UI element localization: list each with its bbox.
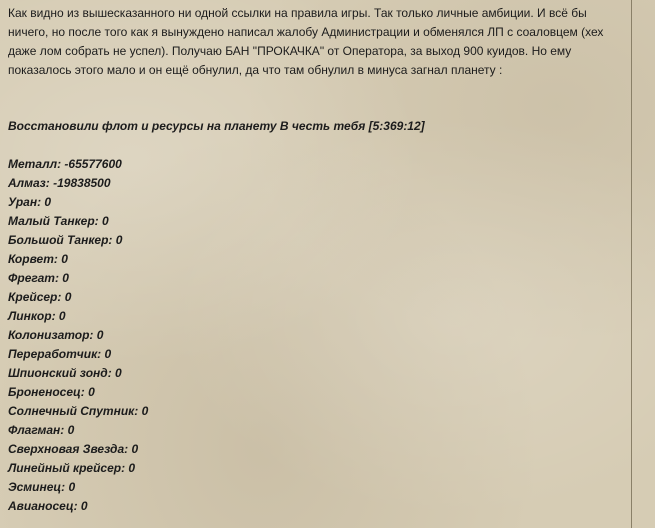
resource-line-flagship: Флагман: 0	[8, 423, 75, 437]
resource-line-destroyer: Эсминец: 0	[8, 480, 76, 494]
resource-line-recycler: Переработчик: 0	[8, 347, 112, 361]
resource-line-ironclad: Броненосец: 0	[8, 385, 95, 399]
resource-line-supernova: Сверхновая Звезда: 0	[8, 442, 139, 456]
resource-line-colonizer: Колонизатор: 0	[8, 328, 104, 342]
post-intro-text: Как видно из вышесказанного ни одной ссылки на правила игры. Так только личные амбиции. И всё бы ничего, но после того как я вынуждено написал жалобу Администрации и обменялся ЛП с соаловцем (хех даже лом собрать не успел). Получаю БАН "ПРОКАЧКА" от Оператора, за выход 900 куидов. Но ему показалось этого мало и он ещё обнулил, да что там обнулил в минуса загнал планету :	[8, 6, 604, 77]
resource-line-cruiser: Крейсер: 0	[8, 290, 72, 304]
resource-line-metal: Металл: -65577600	[8, 157, 122, 171]
resource-line-solar-satellite: Солнечный Спутник: 0	[8, 404, 149, 418]
resource-line-diamond: Алмаз: -19838500	[8, 176, 111, 190]
resource-list	[8, 155, 148, 516]
resource-line-spy-probe: Шпионский зонд: 0	[8, 366, 122, 380]
resource-line-uranium: Уран: 0	[8, 195, 52, 209]
right-gutter	[632, 0, 655, 528]
resource-line-large-tanker: Большой Танкер: 0	[8, 233, 123, 247]
resource-line-carrier: Авианосец: 0	[8, 499, 88, 513]
resource-line-battleship: Линкор: 0	[8, 309, 66, 323]
resource-line-battlecruiser: Линейный крейсер: 0	[8, 461, 136, 475]
post-headline: Восстановили флот и ресурсы на планету В честь тебя [5:369:12]	[8, 119, 425, 133]
resource-line-corvette: Корвет: 0	[8, 252, 68, 266]
resource-line-small-tanker: Малый Танкер: 0	[8, 214, 109, 228]
resource-line-frigate: Фрегат: 0	[8, 271, 69, 285]
